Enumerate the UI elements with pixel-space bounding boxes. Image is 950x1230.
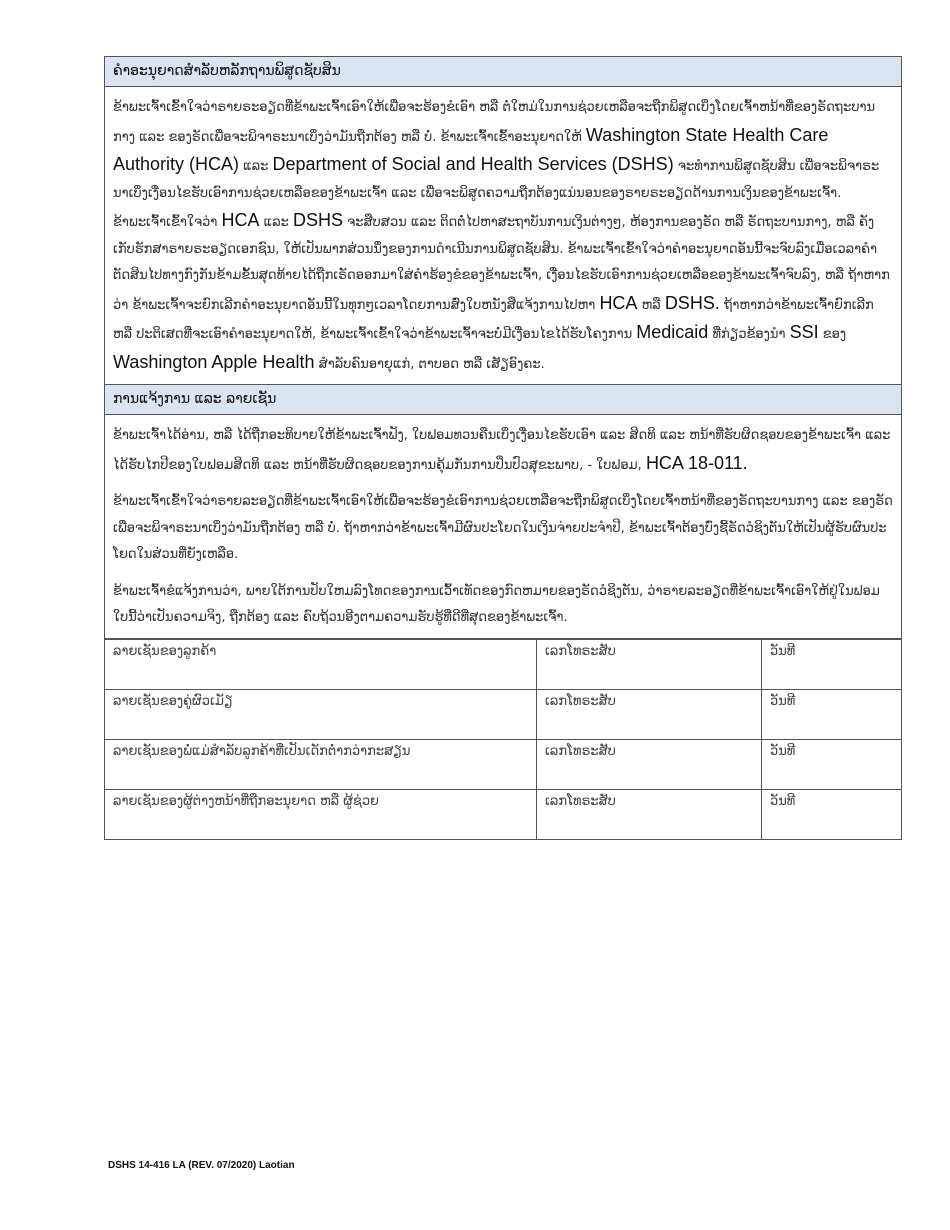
consent-text: ແລະ xyxy=(259,215,293,230)
consent-text: ຖ້າຫາກວ່າຂ້າພະເຈົ້າຍົກເລີກ ຫລື ປະຕິເສດທີ່ຈະເອົາຄຳອະນຸຍາດໃຫ້, ຂ້າພະເຈົ້າເຂົ້າໃຈວ່າຂ້າພະເຈົ້າຈະບໍ່ມີເງື່ອນໄຂໄດ້ຮັບໂຄງການ xyxy=(113,297,874,342)
form-reference: HCA 18-011. xyxy=(645,452,748,473)
declaration-section-body xyxy=(105,415,901,639)
agency-name: DSHS. xyxy=(664,292,720,313)
parent-date-field[interactable]: ວັນທີ xyxy=(762,739,902,789)
form-id-footer: DSHS 14-416 LA (REV. 07/2020) Laotian xyxy=(108,1160,295,1171)
agency-name: SSI xyxy=(789,322,819,342)
agency-name: Washington State Health Care Authority (HCA) xyxy=(113,124,829,174)
form-page xyxy=(104,56,902,840)
declaration-section-title: ການແຈ້ງການ ແລະ ລາຍເຊັນ xyxy=(105,385,901,415)
representative-date-field[interactable]: ວັນທີ xyxy=(762,789,902,839)
consent-text: ທີ່ກ່ຽວຂ້ອງນຳ xyxy=(708,327,790,342)
declaration-paragraph-2: ຂ້າພະເຈົ້າເຂົ້າໃຈວ່າຣາຍລະອຽດທີ່ຂ້າພະເຈົ້າເອົາໃຫ້ເພື່ອຈະຮ້ອງຂໍເອົາການຊ່ວຍເຫລືອຈະຖືກພິສູດເບິ່ງໂດຍເຈົ້າຫນ້າທີ່ຂອງຣັດຖະບານກາງ ແລະ ຂອງຣັດເພື່ອຈະພິຈາຣະນາເບິ່ງວ່າມັນຖືກຕ້ອງ ຫລື ບໍ່. ຖ້າຫາກວ່າຂ້າພະເຈົ້າມີຜົນປະໂຍດໃນເງິນຈ່າຍປະຈຳປີ, ຂ້າພະເຈົ້າຕ້ອງບົ່ງຊີ້ຣັດວໍຊິງຕັນໃຫ້ເປັນຜູ້ຮັບຜົນປະໂຍດໃນສ່ວນທີ່ຍັງເຫລືອ. xyxy=(113,494,893,562)
representative-signature-field[interactable]: ລາຍເຊັນຂອງຜູ້ຕ່າງຫນ້າທີ່ຖືກອະນຸຍາດ ຫລື ຜູ້ຊ່ວຍ xyxy=(105,789,537,839)
agency-name: Washington Apple Health xyxy=(113,351,315,372)
spouse-date-field[interactable]: ວັນທີ xyxy=(762,689,902,739)
consent-section xyxy=(104,56,902,639)
spouse-phone-field[interactable]: ເລກໂທຣະສັບ xyxy=(537,689,762,739)
signature-row-client xyxy=(105,639,902,689)
consent-paragraph xyxy=(113,95,893,378)
spouse-signature-field[interactable]: ລາຍເຊັນຂອງຄູ່ຜົວເມັຽ xyxy=(105,689,537,739)
agency-name: Medicaid xyxy=(636,322,709,342)
consent-text: ຂອງ xyxy=(818,327,847,342)
representative-phone-field[interactable]: ເລກໂທຣະສັບ xyxy=(537,789,762,839)
consent-section-body xyxy=(105,87,901,385)
declaration-p1-text: ຂ້າພະເຈົ້າໄດ້ອ່ານ, ຫລື ໄດ້ຖືກອະທິບາຍໃຫ້ຂ້າພະເຈົ້າຟັງ, ໃບຟອມທວນຄືນເບິ່ງເງື່ອນໄຂຮັບເອົາ ແລະ ສິດທິ ແລະ ຫນ້າທີ່ຮັບຜິດຊອບຂອງຂ້າພະເຈົ້າ ແລະ ໄດ້ຮັບໄກປີຂອງໃບຟອມສິດທິ ແລະ ຫນ້າທີ່ຮັບຜິດຊອບຂອງການຄຸ້ມກັນການປິ່ນປົວສຸຂະພາບ, - ໃບຟອມ, xyxy=(113,428,891,473)
consent-text: ຫລື xyxy=(637,297,665,313)
consent-text: ຂ້າພະເຈົ້າເຂົ້າໃຈວ່າຣາຍຣະອຽດທີ່ຂ້າພະເຈົ້າເອົາໃຫ້ເພື່ອຈະຮ້ອງຂໍເອົາ ຫລື ຕໍ່ໃຫມ່ໃນການຊ່ວຍເຫລືອຈະຖືກພິສູດເບິ່ງໂດຍເຈົ້າຫນ້າທີ່ຂອງຣັດຖະບານກາງ ແລະ ຂອງຣັດເພື່ອຈະພິຈາຣະນາເບິ່ງວ່າມັນຖືກຕ້ອງ ຫລື ບໍ່. ຂ້າພະເຈົ້າເຂົ້າອະນຸຍາດໃຫ້ xyxy=(113,100,876,145)
consent-text: ຈະທຳການພິສູດຊັບສິນ ເພື່ອຈະພິຈາຣະນາເບິ່ງເງື່ອນໄຂຮັບເອົາການຊ່ວຍເຫລືອຂອງຂ້າພະເຈົ້າ ແລະ ເພື່ອຈະພິສູດຄວາມຖືກຕ້ອງແນ່ນອນຂອງຣາຍຣະອຽດດ້ານການເງິນຂອງຂ້າພະເຈົ້າ. ຂ້າພະເຈົ້າເຂົ້າໃຈວ່າ xyxy=(113,159,880,230)
client-phone-field[interactable]: ເລກໂທຣະສັບ xyxy=(537,639,762,689)
consent-section-title: ຄຳອະນຸຍາດສຳລັບຫລັກຖານພິສູດຊັບສິນ xyxy=(105,57,901,87)
signature-row-representative xyxy=(105,789,902,839)
agency-name: DSHS xyxy=(293,210,344,230)
declaration-paragraph-3: ຂ້າພະເຈົ້າຂໍແຈ້ງການວ່າ, ພາຍໃຕ້ການປັບໃຫມລົງໂທດຂອງການເວົ້າເທັດຂອງກົດຫມາຍຂອງຣັດວໍຊິງຕັນ, ວ່າຣາຍລະອຽດທີ່ຂ້າພະເຈົ້າເອົາໃຫ້ຢູ່ໃນຟອມໃບນີ້ວ່າເປັນຄວາມຈິງ, ຖືກຕ້ອງ ແລະ ຄົບຖ້ວນອີງຕາມຄວາມຮັບຮູ້ທີ່ດີທີ່ສຸດຂອງຂ້າພະເຈົ້າ. xyxy=(113,583,880,625)
agency-name: HCA xyxy=(221,210,260,230)
consent-text: ແລະ xyxy=(239,159,273,174)
agency-name: Department of Social and Health Services (DSHS) xyxy=(272,154,674,174)
signature-table xyxy=(104,639,902,840)
declaration-paragraph-1 xyxy=(113,423,893,479)
client-signature-field[interactable]: ລາຍເຊັນຂອງລູກຄ້າ xyxy=(105,639,537,689)
agency-name: HCA xyxy=(599,292,638,313)
signature-row-spouse xyxy=(105,689,902,739)
signature-row-parent xyxy=(105,739,902,789)
consent-text: ສຳລັບຄົນອາຍຸແກ່, ຕາບອດ ຫລື ເສັຽອົງຄະ. xyxy=(314,356,545,372)
parent-signature-field[interactable]: ລາຍເຊັນຂອງພໍ່ແມ່ສຳລັບລູກຄ້າທີ່ເປັນເດັກຕ່ຳກວ່າກະສຽນ xyxy=(105,739,537,789)
consent-text: ຈະສືບສວນ ແລະ ຕິດຕໍ່ໄປຫາສະຖາບັນການເງິນຕ່າງໆ, ຫ້ອງການຂອງຣັດ ຫລື ຣັດຖະບານກາງ, ຫລື ຄັງເກັບຮັກສາຣາຍຣະອຽດເອກຊົນ, ໃຫ້ເປັນພາກສ່ວນນຶ່ງຂອງການດຳເນີນການພິສູດຊັບສິນ. ຂ້າພະເຈົ້າເຂົ້າໃຈວ່າຄຳອະນຸຍາດອັນນີ້ຈະຈົບລົງເມື່ອເວລາຄຳຕັດສິນໄປທາງກົງກັນຂ້າມຂັ້ນສຸດທ້າຍໄດ້ຖືກເຣັດອອກມາໃສ່ຄຳຮ້ອງຂໍຂອງຂ້າພະເຈົ້າ, ເງື່ອນໄຂຮັບເອົາການຊ່ວຍເຫລືອຂອງຂ້າພະເຈົ້າຈົບລົງ, ຫລື ຖ້າຫາກວ່າ ຂ້າພະເຈົ້າຈະຍົກເລີກຄຳອະນຸຍາດອັນນີ້ໃນທຸກໆເວລາໂດຍການສົ່ງໃບຫນັງສືແຈ້ງການໄປຫາ xyxy=(113,215,890,313)
parent-phone-field[interactable]: ເລກໂທຣະສັບ xyxy=(537,739,762,789)
client-date-field[interactable]: ວັນທີ xyxy=(762,639,902,689)
